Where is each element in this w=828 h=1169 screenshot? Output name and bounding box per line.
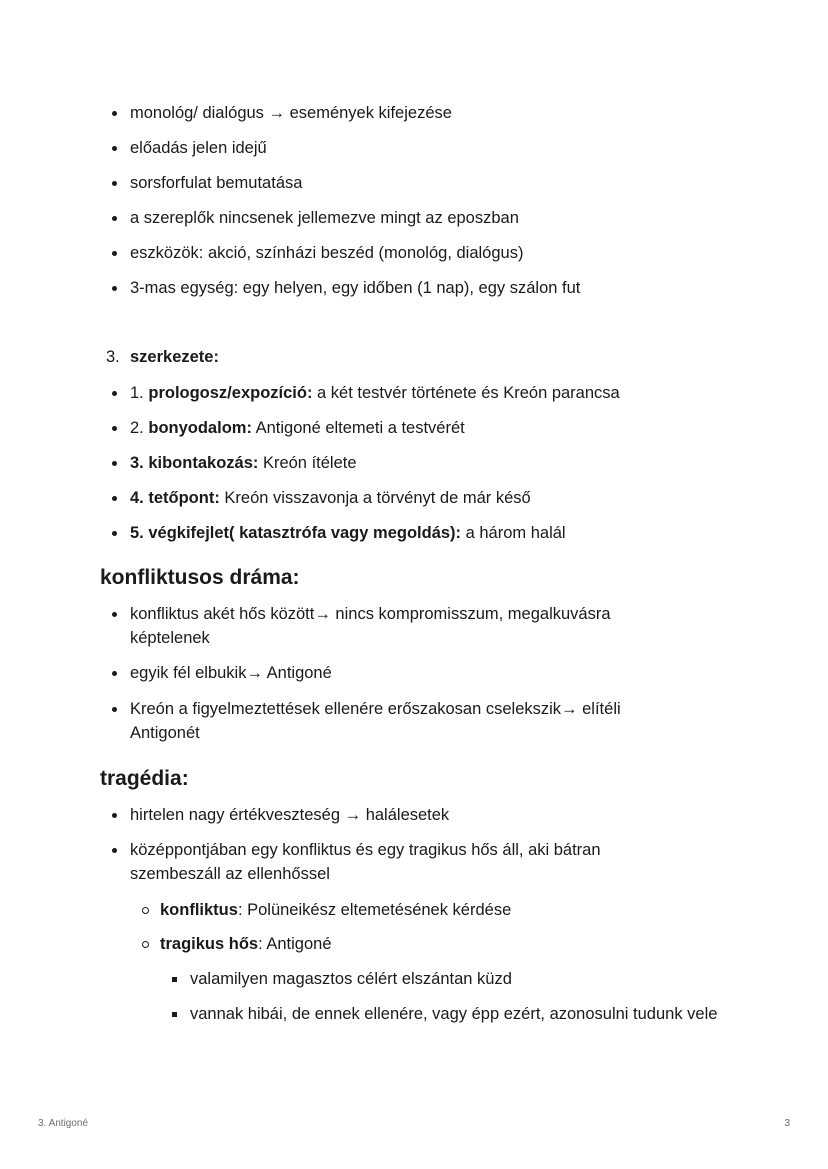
list-item (130, 451, 750, 475)
page-number: 3 (784, 1118, 790, 1129)
item-term: bonyodalom: (148, 419, 252, 437)
item-term: 5. végkifejlet( katasztrófa vagy megoldás): (130, 524, 462, 542)
heading-tragedy: tragédia: (100, 767, 189, 790)
list-item: hirtelen nagy értékveszteség → halálesetek (130, 803, 750, 827)
item-term: tragikus hős (160, 935, 259, 953)
list-item: a szereplők nincsenek jellemezve mingt az eposzban (130, 206, 750, 230)
section-title: szerkezete: (130, 348, 219, 366)
heading-conflict-drama: konfliktusos dráma: (100, 566, 300, 589)
item-text: : Polüneikész eltemetésének kérdése (237, 901, 512, 919)
list-item: egyik fél elbukik→ Antigoné (130, 661, 750, 685)
item-term: 4. tetőpont: (130, 489, 220, 507)
list-item (130, 486, 750, 510)
item-term: prologosz/expozíció: (148, 384, 313, 402)
item-text: Antigoné eltemeti a testvérét (251, 419, 465, 437)
item-text: a két testvér története és Kreón parancsa (312, 384, 620, 402)
item-prefix: 2. (130, 419, 149, 437)
list-item: sorsforfulat bemutatása (130, 171, 750, 195)
item-text: : Antigoné (258, 935, 332, 953)
list-item: előadás jelen idejű (130, 136, 750, 160)
list-item: valamilyen magasztos célért elszántan küzd (190, 967, 750, 991)
list-item: eszközök: akció, színházi beszéd (monológ, dialógus) (130, 241, 750, 265)
item-text: Kreón ítélete (258, 454, 357, 472)
item-prefix: 1. (130, 384, 149, 402)
section-number: 3. (106, 348, 120, 366)
list-item (130, 521, 750, 545)
list-item: középpontjában egy konfliktus és egy tragikus hős áll, aki bátran szembeszáll az ellenhőssel (130, 838, 670, 886)
list-item: vannak hibái, de ennek ellenére, vagy épp ezért, azonosulni tudunk vele (190, 1002, 730, 1026)
list-item (130, 381, 750, 405)
item-term: konfliktus (160, 901, 238, 919)
item-text: a három halál (461, 524, 566, 542)
list-item: Kreón a figyelmeztettések ellenére erőszakosan cselekszik→ elítéli Antigonét (130, 697, 690, 745)
item-term: 3. kibontakozás: (130, 454, 259, 472)
list-item (160, 898, 760, 922)
list-item: konfliktus akét hős között→ nincs kompromisszum, megalkuvásra képtelenek (130, 602, 690, 650)
list-item: monológ/ dialógus → események kifejezése (130, 101, 750, 125)
footer-title: 3. Antigoné (38, 1118, 89, 1129)
list-item: 3-mas egység: egy helyen, egy időben (1 nap), egy szálon fut (130, 276, 750, 300)
list-item (130, 416, 750, 440)
list-item (160, 932, 760, 956)
item-text: Kreón visszavonja a törvényt de már késő (219, 489, 531, 507)
